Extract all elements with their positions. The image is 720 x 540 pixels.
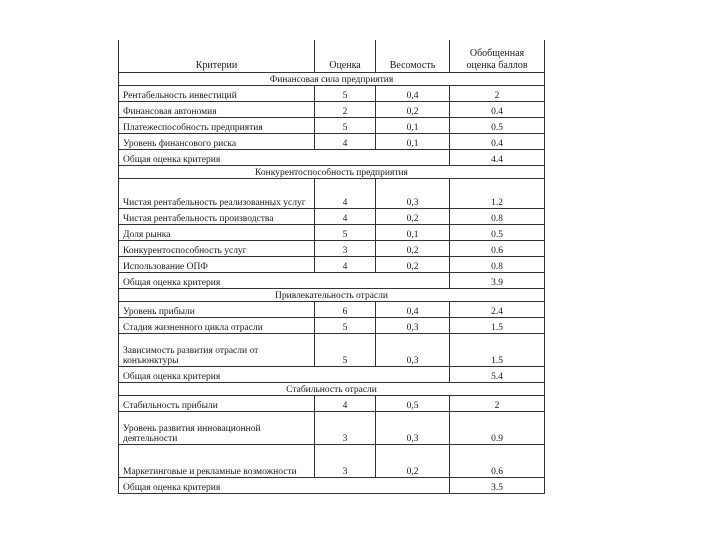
section-title: Конкурентоспособность предприятия	[119, 166, 545, 179]
criterion-result: 0.5	[450, 118, 545, 134]
criterion-score: 5	[315, 225, 376, 241]
section-row	[119, 383, 545, 396]
criterion-score: 4	[315, 134, 376, 150]
criterion-score: 5	[315, 318, 376, 334]
table-row	[119, 225, 545, 241]
total-label: Общая оценка критерия	[119, 273, 450, 289]
criterion-weight: 0,2	[376, 257, 450, 273]
criterion-weight: 0,5	[376, 396, 450, 412]
criterion-result: 0.8	[450, 257, 545, 273]
criterion-name: Уровень прибыли	[119, 302, 315, 318]
criterion-name: Платежеспособность предприятия	[119, 118, 315, 134]
criterion-result: 0.4	[450, 102, 545, 118]
criterion-name: Использование ОПФ	[119, 257, 315, 273]
criterion-name: Зависимость развития отрасли от конъюнктуры	[119, 334, 315, 367]
criterion-score: 3	[315, 412, 376, 445]
criterion-result: 2.4	[450, 302, 545, 318]
criterion-result: 0.8	[450, 209, 545, 225]
section-title: Привлекательность отрасли	[119, 289, 545, 302]
criterion-weight: 0,4	[376, 86, 450, 102]
header-score: Оценка	[315, 40, 376, 73]
criterion-result: 1.2	[450, 179, 545, 209]
section-row	[119, 289, 545, 302]
criterion-score: 4	[315, 257, 376, 273]
criterion-name: Чистая рентабельность реализованных услуг	[119, 179, 315, 209]
total-value: 3.9	[450, 273, 545, 289]
criterion-name: Конкурентоспособность услуг	[119, 241, 315, 257]
total-label: Общая оценка критерия	[119, 150, 450, 166]
criterion-name: Доля рынка	[119, 225, 315, 241]
criterion-weight: 0,1	[376, 225, 450, 241]
criterion-weight: 0,2	[376, 241, 450, 257]
table-row	[119, 134, 545, 150]
table-row	[119, 179, 545, 209]
total-row	[119, 273, 545, 289]
criterion-score: 5	[315, 334, 376, 367]
criterion-name: Уровень финансового риска	[119, 134, 315, 150]
criterion-name: Уровень развития инновационной деятельности	[119, 412, 315, 445]
criterion-score: 6	[315, 302, 376, 318]
criterion-result: 0.6	[450, 445, 545, 478]
table-row	[119, 334, 545, 367]
criterion-weight: 0,3	[376, 179, 450, 209]
criterion-score: 4	[315, 179, 376, 209]
criterion-result: 2	[450, 396, 545, 412]
criterion-score: 4	[315, 396, 376, 412]
criterion-name: Финансовая автономия	[119, 102, 315, 118]
criterion-name: Маркетинговые и рекламные возможности	[119, 445, 315, 478]
criterion-name: Рентабельность инвестиций	[119, 86, 315, 102]
criterion-score: 3	[315, 445, 376, 478]
total-value: 3.5	[450, 478, 545, 494]
criterion-weight: 0,3	[376, 412, 450, 445]
section-title: Стабильность отрасли	[119, 383, 545, 396]
total-row	[119, 478, 545, 494]
criterion-result: 0.9	[450, 412, 545, 445]
table-row	[119, 118, 545, 134]
criterion-result: 1.5	[450, 334, 545, 367]
table-row	[119, 257, 545, 273]
criterion-score: 3	[315, 241, 376, 257]
header-criterion: Критерии	[119, 40, 315, 73]
total-value: 4.4	[450, 150, 545, 166]
table-row	[119, 412, 545, 445]
total-row	[119, 150, 545, 166]
section-title: Финансовая сила предприятия	[119, 73, 545, 86]
criterion-name: Стадия жизненного цикла отрасли	[119, 318, 315, 334]
criterion-weight: 0,1	[376, 118, 450, 134]
table-row	[119, 445, 545, 478]
total-label: Общая оценка критерия	[119, 367, 450, 383]
criterion-result: 0.4	[450, 134, 545, 150]
table-row	[119, 209, 545, 225]
header-row	[119, 40, 545, 73]
criterion-score: 2	[315, 102, 376, 118]
table-row	[119, 86, 545, 102]
table-row	[119, 318, 545, 334]
total-value: 5.4	[450, 367, 545, 383]
table-row	[119, 396, 545, 412]
criterion-weight: 0,3	[376, 334, 450, 367]
total-label: Общая оценка критерия	[119, 478, 450, 494]
criterion-name: Стабильность прибыли	[119, 396, 315, 412]
criterion-result: 0.5	[450, 225, 545, 241]
criterion-result: 0.6	[450, 241, 545, 257]
section-row	[119, 166, 545, 179]
criterion-score: 4	[315, 209, 376, 225]
criteria-table	[118, 40, 545, 494]
criterion-score: 5	[315, 118, 376, 134]
table-row	[119, 241, 545, 257]
criterion-weight: 0,4	[376, 302, 450, 318]
criterion-score: 5	[315, 86, 376, 102]
criterion-weight: 0,3	[376, 318, 450, 334]
header-weight: Весомость	[376, 40, 450, 73]
total-row	[119, 367, 545, 383]
criterion-name: Чистая рентабельность производства	[119, 209, 315, 225]
criterion-weight: 0,2	[376, 102, 450, 118]
criterion-result: 2	[450, 86, 545, 102]
header-generalized: Обобщенная оценка баллов	[450, 40, 545, 73]
table-row	[119, 302, 545, 318]
criterion-result: 1.5	[450, 318, 545, 334]
table-row	[119, 102, 545, 118]
criterion-weight: 0,2	[376, 445, 450, 478]
criterion-weight: 0,1	[376, 134, 450, 150]
criterion-weight: 0,2	[376, 209, 450, 225]
section-row	[119, 73, 545, 86]
